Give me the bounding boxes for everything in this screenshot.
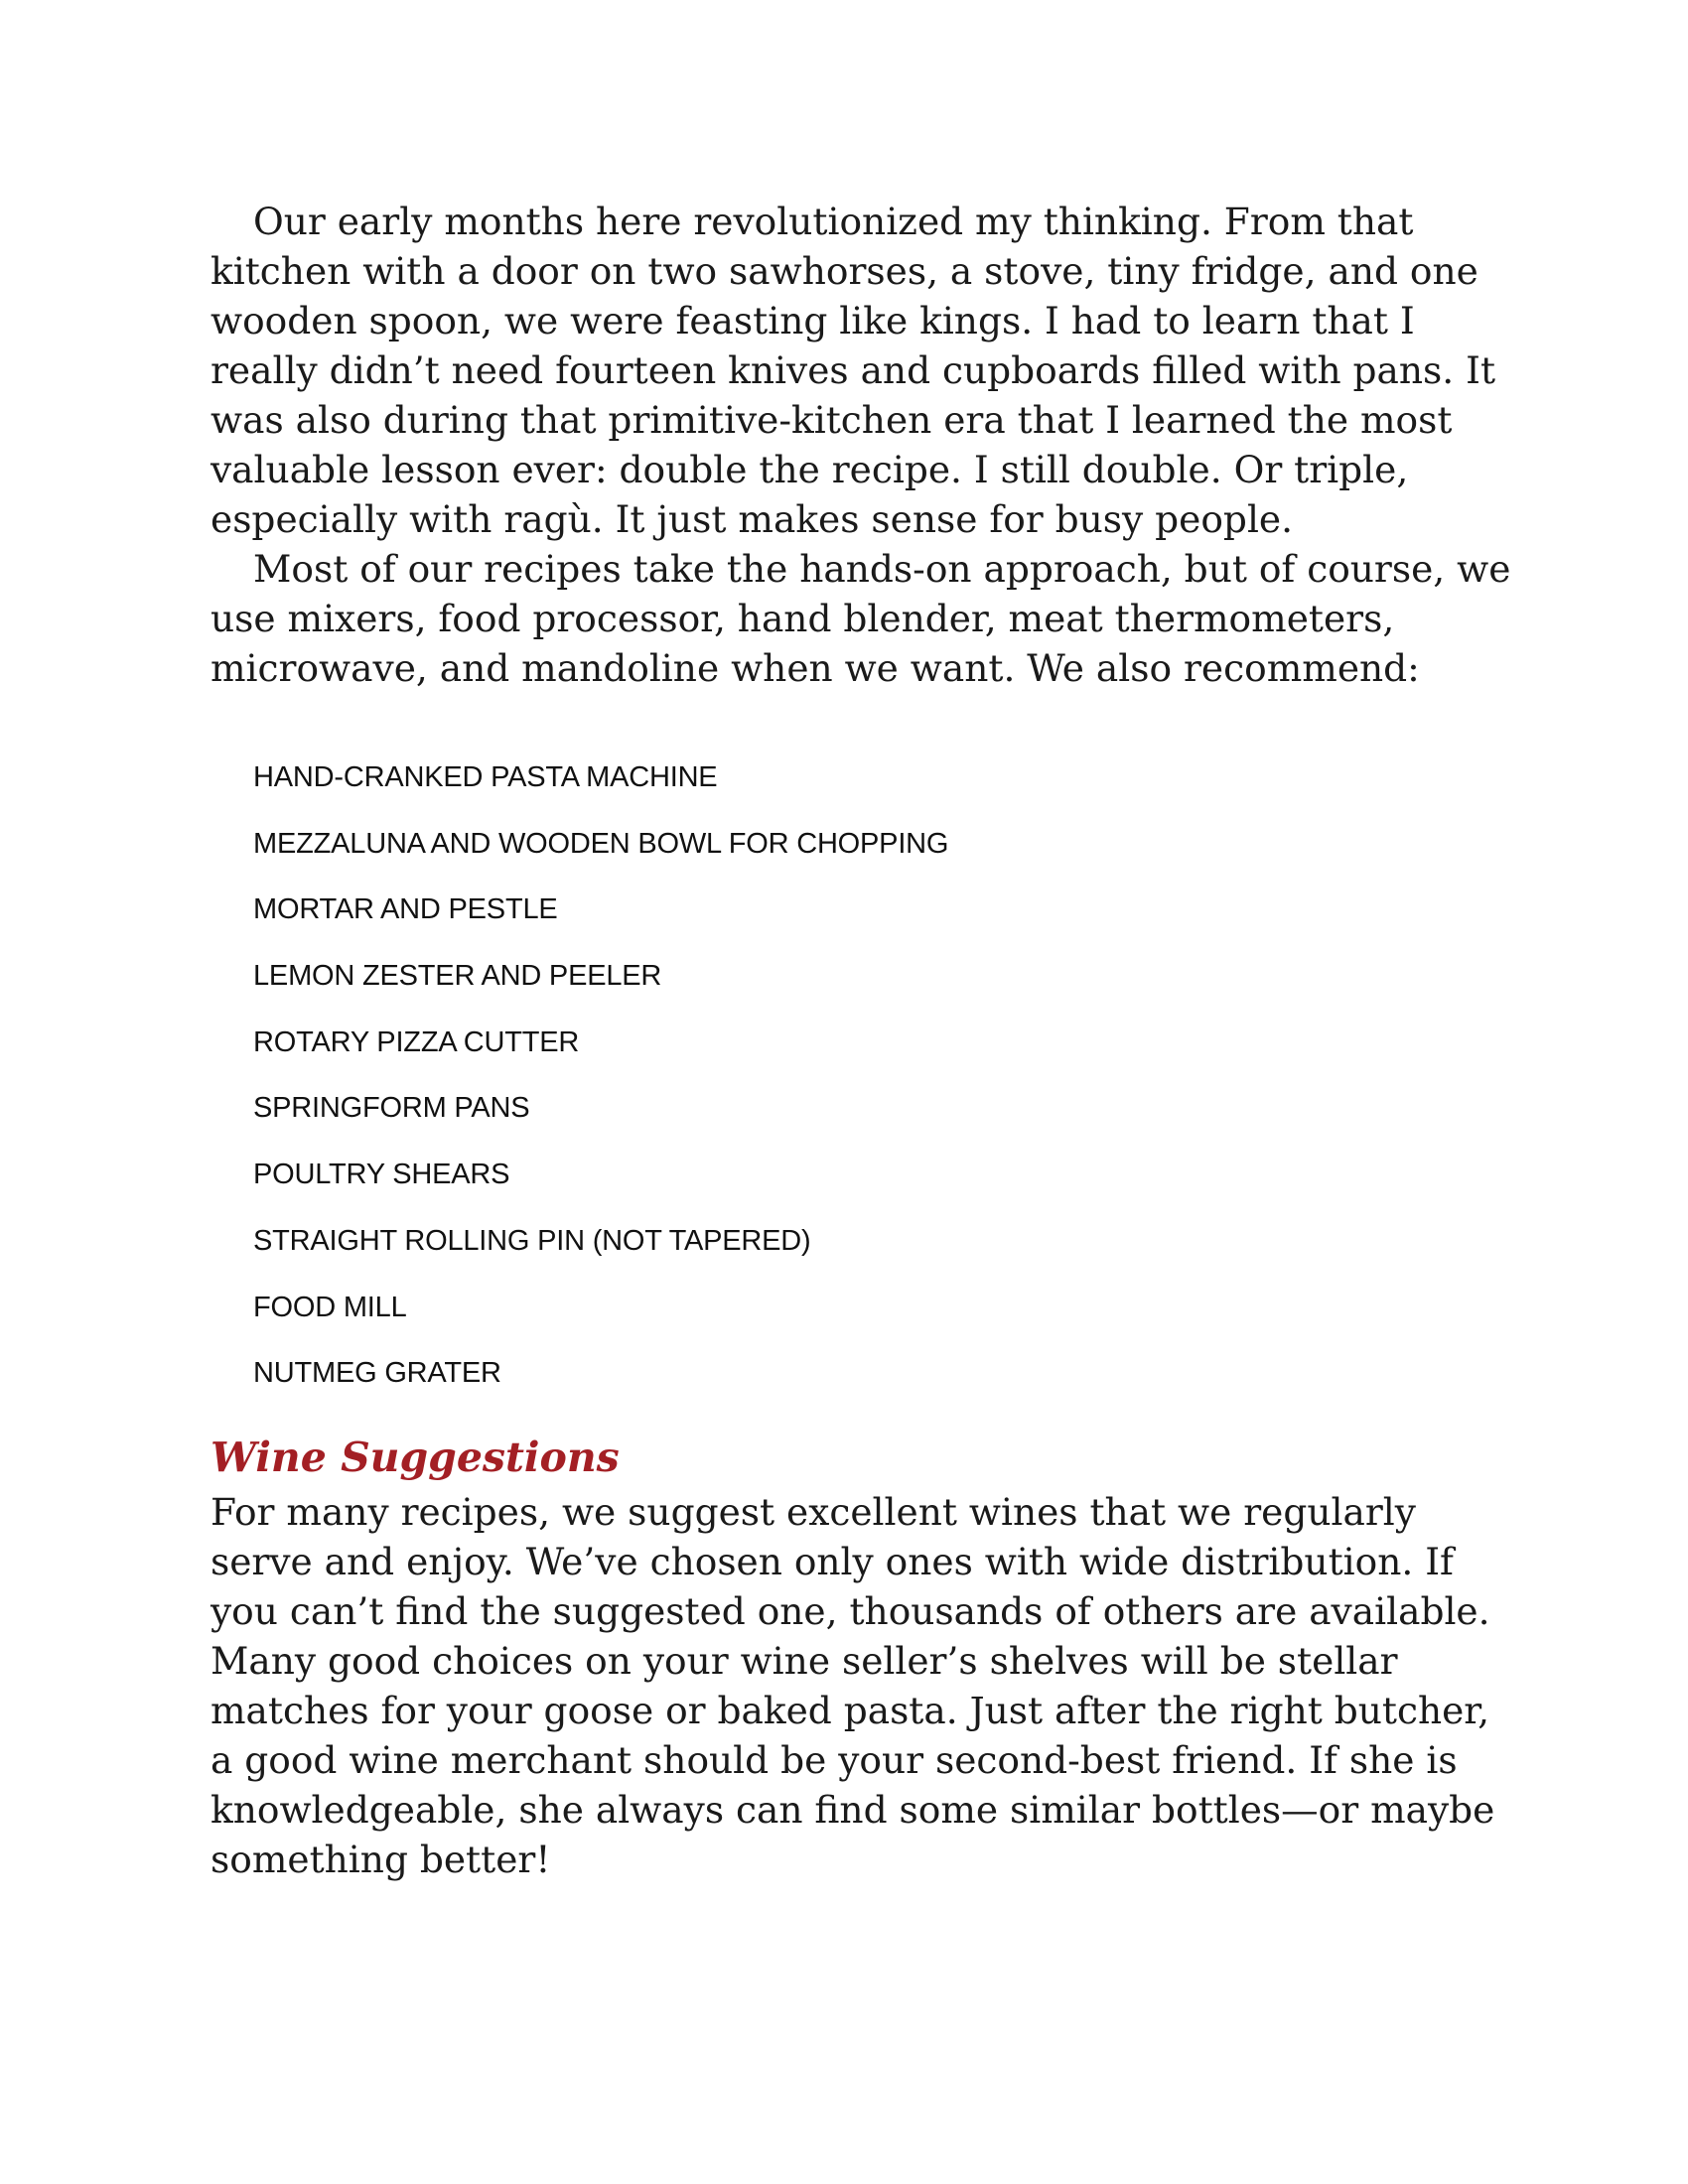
text-line: matches for your goose or baked pasta. Just after the right butcher, — [211, 1689, 1490, 1732]
text-line: Many good choices on your wine seller’s shelves will be stellar — [211, 1639, 1398, 1683]
wine-paragraph — [211, 1487, 1494, 1884]
text-line: kitchen with a door on two sawhorses, a stove, tiny fridge, and one — [211, 249, 1478, 293]
text-line: something better! — [211, 1838, 551, 1881]
list-item: FOOD MILL — [253, 1291, 407, 1323]
text-line: a good wine merchant should be your second-best friend. If she is — [211, 1738, 1458, 1782]
text-line: was also during that primitive-kitchen era that I learned the most — [211, 398, 1453, 442]
text-line: valuable lesson ever: double the recipe. I still double. Or triple, — [211, 448, 1409, 491]
text-line: microwave, and mandoline when we want. We also recommend: — [211, 646, 1420, 690]
list-item: MEZZALUNA AND WOODEN BOWL FOR CHOPPING — [253, 827, 949, 860]
text-line: Our early months here revolutionized my thinking. From that — [253, 200, 1414, 243]
text-line: really didn’t need fourteen knives and cupboards filled with pans. It — [211, 348, 1496, 392]
text-line: you can’t find the suggested one, thousands of others are available. — [211, 1589, 1490, 1633]
list-item: POULTRY SHEARS — [253, 1159, 510, 1191]
text-line: especially with ragù. It just makes sense for busy people. — [211, 497, 1294, 541]
list-item: STRAIGHT ROLLING PIN (NOT TAPERED) — [253, 1224, 811, 1257]
list-item: NUTMEG GRATER — [253, 1357, 501, 1390]
text-line: Most of our recipes take the hands-on approach, but of course, we — [253, 547, 1511, 591]
text-line: serve and enjoy. We’ve chosen only ones with wide distribution. If — [211, 1540, 1454, 1583]
intro-paragraph — [211, 197, 1510, 693]
text-line: knowledgeable, she always can find some similar bottles—or maybe — [211, 1788, 1495, 1832]
list-item: SPRINGFORM PANS — [253, 1092, 530, 1125]
equipment-list — [253, 745, 948, 1407]
list-item: ROTARY PIZZA CUTTER — [253, 1025, 580, 1058]
list-item: HAND-CRANKED PASTA MACHINE — [253, 761, 718, 793]
text-line: wooden spoon, we were feasting like kings. I had to learn that I — [211, 299, 1415, 342]
list-item: LEMON ZESTER AND PEELER — [253, 960, 662, 993]
text-line: For many recipes, we suggest excellent wines that we regularly — [211, 1490, 1416, 1534]
text-line: use mixers, food processor, hand blender, meat thermometers, — [211, 597, 1395, 640]
list-item: MORTAR AND PESTLE — [253, 893, 558, 926]
section-heading-wine: Wine Suggestions — [211, 1433, 620, 1481]
